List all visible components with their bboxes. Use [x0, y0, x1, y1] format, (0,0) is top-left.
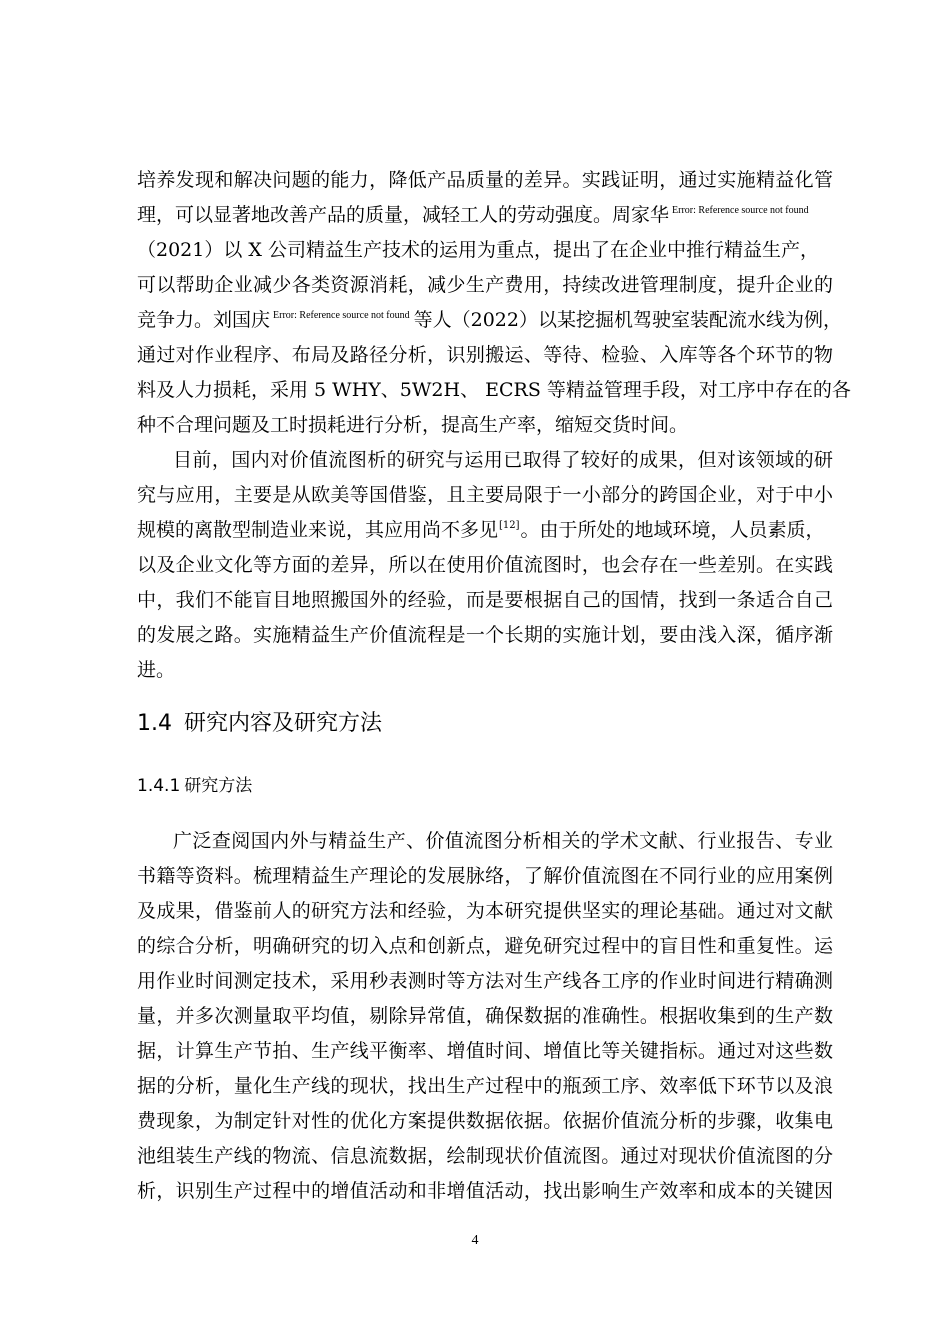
paragraph-3-line-3: 及成果，借鉴前人的研究方法和经验，为本研究提供坚实的理论基础。通过对文献 — [137, 900, 833, 922]
paragraph-3-line-10: 池组装生产线的物流、信息流数据，绘制现状价值流图。通过对现状价值流图的分 — [137, 1145, 833, 1167]
reference-error-note: Error: Reference source not found — [672, 205, 809, 216]
section-title: 研究内容及研究方法 — [184, 711, 383, 736]
paragraph-1-line-8: 种不合理问题及工时损耗进行分析，提高生产率，缩短交货时间。 — [137, 414, 689, 436]
section-number: 1.4 — [137, 711, 172, 736]
paragraph-3-line-4: 的综合分析，明确研究的切入点和创新点，避免研究过程中的盲目性和重复性。运 — [137, 935, 833, 957]
paragraph-2-line-7: 进。 — [137, 659, 176, 681]
paragraph-3-line-2: 书籍等资料。梳理精益生产理论的发展脉络，了解价值流图在不同行业的应用案例 — [137, 865, 833, 887]
paragraph-2-line-3 — [137, 518, 825, 542]
paragraph-2-line-4: 以及企业文化等方面的差异，所以在使用价值流图时，也会存在一些差别。在实践 — [137, 554, 833, 576]
page-number: 4 — [471, 1233, 479, 1248]
text-run: 规模的离散型制造业来说，其应用尚不多见 — [137, 519, 499, 541]
text-run: 竞争力。刘国庆 — [137, 309, 271, 331]
text-run: 等人（2022）以某挖掘机驾驶室装配流水线为例， — [413, 309, 842, 331]
paragraph-1-line-1: 培养发现和解决问题的能力，降低产品质量的差异。实践证明，通过实施精益化管 — [137, 169, 833, 191]
subsection-number: 1.4.1 — [137, 776, 181, 796]
paragraph-3-line-8: 据的分析，量化生产线的现状，找出生产过程中的瓶颈工序、效率低下环节以及浪 — [137, 1075, 833, 1097]
paragraph-2-line-5: 中，我们不能盲目地照搬国外的经验，而是要根据自己的国情，找到一条适合自己 — [137, 589, 833, 611]
paragraph-2-line-2: 究与应用，主要是从欧美等国借鉴，且主要局限于一小部分的跨国企业，对于中小 — [137, 484, 833, 506]
paragraph-1-line-6: 通过对作业程序、布局及路径分析，识别搬运、等待、检验、入库等各个环节的物 — [137, 344, 833, 366]
section-heading — [137, 709, 382, 739]
paragraph-1-line-2 — [137, 203, 813, 227]
paragraph-1-line-5 — [137, 308, 842, 332]
subsection-heading — [137, 774, 252, 798]
subsection-title: 研究方法 — [184, 776, 253, 796]
paragraph-3-line-5: 用作业时间测定技术，采用秒表测时等方法对生产线各工序的作业时间进行精确测 — [137, 970, 833, 992]
text-run: 。由于所处的地域环境，人员素质， — [520, 519, 825, 541]
paragraph-3-line-6: 量，并多次测量取平均值，剔除异常值，确保数据的准确性。根据收集到的生产数 — [137, 1005, 833, 1027]
paragraph-3-line-11: 析，识别生产过程中的增值活动和非增值活动，找出影响生产效率和成本的关键因 — [137, 1180, 833, 1202]
paragraph-3-line-7: 据，计算生产节拍、生产线平衡率、增值时间、增值比等关键指标。通过对这些数 — [137, 1040, 833, 1062]
paragraph-2-line-6: 的发展之路。实施精益生产价值流程是一个长期的实施计划，要由浅入深，循序渐 — [137, 624, 833, 646]
reference-error-note: Error: Reference source not found — [273, 310, 410, 321]
paragraph-1-line-4: 可以帮助企业减少各类资源消耗，减少生产费用，持续改进管理制度，提升企业的 — [137, 274, 833, 296]
paragraph-2-line-1: 目前，国内对价值流图析的研究与运用已取得了较好的成果，但对该领域的研 — [173, 449, 833, 471]
paragraph-3-line-1: 广泛查阅国内外与精益生产、价值流图分析相关的学术文献、行业报告、专业 — [173, 830, 833, 852]
paragraph-1-line-3: （2021）以 X 公司精益生产技术的运用为重点，提出了在企业中推行精益生产， — [137, 239, 819, 261]
paragraph-1-line-7: 料及人力损耗，采用 5 WHY、5W2H、 ECRS 等精益管理手段，对工序中存在的各 — [137, 379, 851, 401]
text-run: 理，可以显著地改善产品的质量，减轻工人的劳动强度。周家华 — [137, 204, 670, 226]
citation-12: [12] — [499, 520, 520, 531]
paragraph-3-line-9: 费现象，为制定针对性的优化方案提供数据依据。依据价值流分析的步骤，收集电 — [137, 1110, 833, 1132]
